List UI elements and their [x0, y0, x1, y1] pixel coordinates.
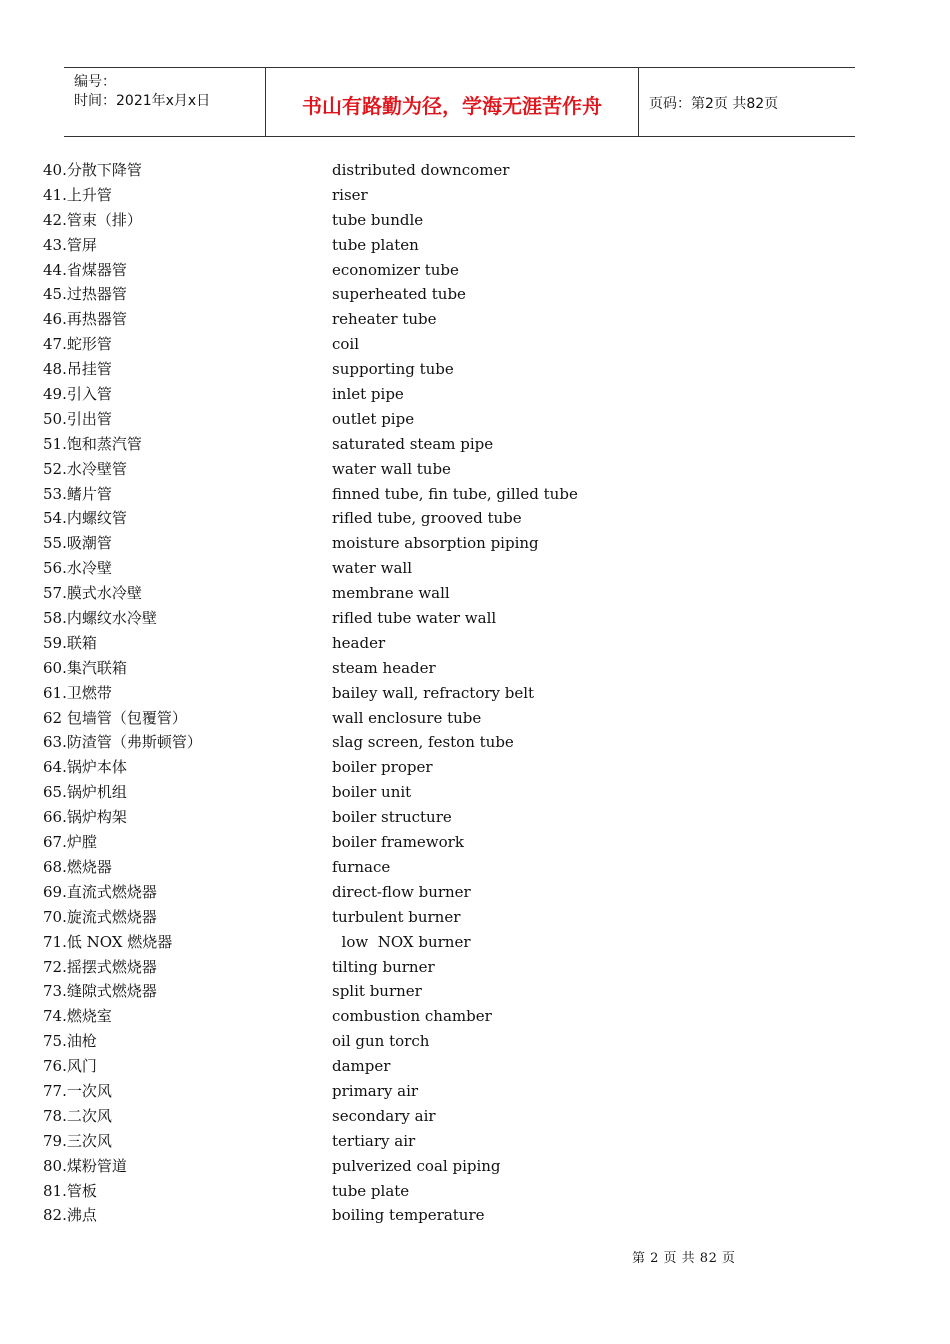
glossary-row — [43, 730, 743, 755]
page-footer: 第 2 页 共 82 页 — [632, 1251, 736, 1266]
glossary-term-chinese: 40.分散下降管 — [43, 161, 142, 179]
glossary-term-chinese: 44.省煤器管 — [43, 260, 127, 279]
glossary-term-english: boiler unit — [332, 783, 412, 802]
glossary-term-chinese: 70.旋流式燃烧器 — [43, 907, 157, 926]
glossary-row — [43, 1004, 743, 1029]
glossary-term-chinese: 52.水冷壁管 — [43, 459, 127, 478]
header-meta-cell — [64, 68, 266, 136]
glossary-row — [43, 631, 743, 656]
glossary-term-chinese: 58.内螺纹水冷壁 — [43, 609, 157, 628]
glossary-term-chinese: 67.炉膛 — [43, 833, 97, 852]
glossary-term-english: wall enclosure tube — [332, 708, 482, 727]
glossary-row — [43, 1104, 743, 1129]
glossary-term-chinese: 46.再热器管 — [43, 310, 127, 329]
glossary-row — [43, 208, 743, 233]
glossary-row — [43, 656, 743, 681]
glossary-term-english: economizer tube — [332, 260, 459, 279]
glossary-term-english: turbulent burner — [332, 907, 461, 926]
glossary-term-english: outlet pipe — [332, 409, 415, 428]
glossary-term-english: tube platen — [332, 235, 419, 254]
glossary-term-chinese: 82.沸点 — [43, 1206, 97, 1225]
glossary-term-english: oil gun torch — [332, 1032, 430, 1051]
glossary-row — [43, 407, 743, 432]
glossary-row — [43, 531, 743, 556]
glossary-term-chinese: 41.上升管 — [43, 185, 112, 204]
glossary-term-chinese: 43.管屏 — [43, 235, 97, 254]
glossary-term-chinese: 73.缝隙式燃烧器 — [43, 982, 157, 1001]
glossary-term-chinese: 51.饱和蒸汽管 — [43, 434, 142, 453]
glossary-term-chinese: 45.过热器管 — [43, 285, 127, 304]
glossary-term-english: tertiary air — [332, 1131, 416, 1150]
glossary-row — [43, 258, 743, 283]
glossary-term-english: superheated tube — [332, 285, 466, 304]
glossary-row — [43, 830, 743, 855]
page-header — [64, 67, 855, 137]
glossary-row — [43, 755, 743, 780]
glossary-row — [43, 506, 743, 531]
glossary-term-chinese: 56.水冷壁 — [43, 559, 112, 578]
glossary-term-chinese: 60.集汽联箱 — [43, 658, 127, 677]
glossary-term-english: membrane wall — [332, 584, 450, 603]
glossary-row — [43, 382, 743, 407]
glossary-list — [43, 158, 743, 1228]
glossary-term-chinese: 65.锅炉机组 — [43, 783, 127, 802]
glossary-row — [43, 855, 743, 880]
glossary-term-chinese: 76.风门 — [43, 1057, 97, 1076]
glossary-row — [43, 1154, 743, 1179]
glossary-row — [43, 432, 743, 457]
glossary-term-english: tilting burner — [332, 957, 435, 976]
glossary-term-english: rifled tube, grooved tube — [332, 509, 522, 528]
glossary-term-chinese: 75.油枪 — [43, 1032, 97, 1051]
glossary-term-english: steam header — [332, 658, 436, 677]
glossary-term-english: finned tube, fin tube, gilled tube — [332, 484, 578, 503]
glossary-row — [43, 158, 743, 183]
header-page-cell — [639, 68, 855, 136]
glossary-row — [43, 805, 743, 830]
glossary-row — [43, 880, 743, 905]
glossary-term-english: split burner — [332, 982, 422, 1001]
glossary-row — [43, 905, 743, 930]
glossary-term-chinese: 62 包墙管（包覆管） — [43, 708, 187, 727]
glossary-row — [43, 581, 743, 606]
glossary-term-chinese: 80.煤粉管道 — [43, 1156, 127, 1175]
glossary-term-english: low NOX burner — [332, 932, 471, 951]
glossary-row — [43, 307, 743, 332]
glossary-term-chinese: 81.管板 — [43, 1181, 97, 1200]
glossary-row — [43, 482, 743, 507]
document-number-label: 编号： — [74, 74, 116, 90]
glossary-term-chinese: 50.引出管 — [43, 409, 112, 428]
glossary-term-english: boiler structure — [332, 808, 452, 827]
glossary-term-english: tube plate — [332, 1181, 410, 1200]
glossary-term-english: pulverized coal piping — [332, 1156, 501, 1175]
glossary-term-chinese: 68.燃烧器 — [43, 857, 112, 876]
glossary-term-chinese: 55.吸潮管 — [43, 534, 112, 553]
glossary-term-chinese: 69.直流式燃烧器 — [43, 882, 157, 901]
glossary-term-chinese: 74.燃烧室 — [43, 1007, 112, 1026]
glossary-term-english: damper — [332, 1057, 391, 1076]
glossary-row — [43, 457, 743, 482]
glossary-term-chinese: 77.一次风 — [43, 1081, 112, 1100]
glossary-term-chinese: 63.防渣管（弗斯顿管） — [43, 733, 202, 752]
glossary-term-chinese: 48.吊挂管 — [43, 360, 112, 379]
glossary-term-chinese: 57.膜式水冷壁 — [43, 584, 142, 603]
glossary-row — [43, 780, 743, 805]
header-motto-cell — [266, 68, 639, 136]
glossary-term-english: riser — [332, 185, 368, 204]
glossary-row — [43, 233, 743, 258]
glossary-term-chinese: 54.内螺纹管 — [43, 509, 127, 528]
glossary-row — [43, 681, 743, 706]
glossary-term-english: combustion chamber — [332, 1007, 492, 1026]
glossary-term-english: furnace — [332, 857, 391, 876]
glossary-row — [43, 1079, 743, 1104]
glossary-row — [43, 1129, 743, 1154]
glossary-term-english: slag screen, feston tube — [332, 733, 514, 752]
glossary-term-english: water wall — [332, 559, 413, 578]
glossary-term-chinese: 42.管束（排） — [43, 210, 142, 229]
glossary-term-english: boiling temperature — [332, 1206, 485, 1225]
glossary-term-english: header — [332, 633, 386, 652]
glossary-row — [43, 606, 743, 631]
glossary-row — [43, 1179, 743, 1204]
header-page-number: 页码：第2页 共82页 — [649, 96, 779, 112]
glossary-term-english: boiler proper — [332, 758, 433, 777]
glossary-term-chinese: 72.摇摆式燃烧器 — [43, 957, 157, 976]
document-time-label: 时间：2021年x月x日 — [74, 93, 211, 109]
glossary-term-english: secondary air — [332, 1106, 436, 1125]
glossary-row — [43, 183, 743, 208]
glossary-row — [43, 1203, 743, 1228]
glossary-term-english: saturated steam pipe — [332, 434, 494, 453]
glossary-term-chinese: 53.鳍片管 — [43, 484, 112, 503]
glossary-term-chinese: 71.低 NOX 燃烧器 — [43, 932, 173, 951]
glossary-row — [43, 1054, 743, 1079]
glossary-term-english: rifled tube water wall — [332, 609, 497, 628]
glossary-term-english: moisture absorption piping — [332, 534, 539, 553]
glossary-row — [43, 979, 743, 1004]
glossary-row — [43, 1029, 743, 1054]
glossary-term-english: distributed downcomer — [332, 161, 510, 179]
glossary-row — [43, 930, 743, 955]
glossary-term-chinese: 66.锅炉构架 — [43, 808, 127, 827]
glossary-term-chinese: 49.引入管 — [43, 385, 112, 404]
glossary-row — [43, 332, 743, 357]
glossary-term-english: tube bundle — [332, 210, 424, 229]
glossary-term-chinese: 78.二次风 — [43, 1106, 112, 1125]
glossary-row — [43, 357, 743, 382]
glossary-term-english: direct-flow burner — [332, 882, 471, 901]
glossary-term-chinese: 61.卫燃带 — [43, 683, 112, 702]
glossary-term-english: supporting tube — [332, 360, 454, 379]
glossary-term-chinese: 59.联箱 — [43, 633, 97, 652]
glossary-term-english: primary air — [332, 1081, 419, 1100]
glossary-row — [43, 706, 743, 731]
glossary-term-english: coil — [332, 335, 360, 354]
glossary-row — [43, 955, 743, 980]
glossary-term-chinese: 64.锅炉本体 — [43, 758, 127, 777]
glossary-term-english: water wall tube — [332, 459, 451, 478]
glossary-term-english: reheater tube — [332, 310, 437, 329]
glossary-term-chinese: 47.蛇形管 — [43, 335, 112, 354]
glossary-term-english: bailey wall, refractory belt — [332, 683, 535, 702]
header-motto: 书山有路勤为径，学海无涯苦作舟 — [302, 94, 602, 118]
glossary-term-english: inlet pipe — [332, 385, 404, 404]
glossary-row — [43, 282, 743, 307]
glossary-row — [43, 556, 743, 581]
glossary-term-english: boiler framework — [332, 833, 464, 852]
glossary-term-chinese: 79.三次风 — [43, 1131, 112, 1150]
